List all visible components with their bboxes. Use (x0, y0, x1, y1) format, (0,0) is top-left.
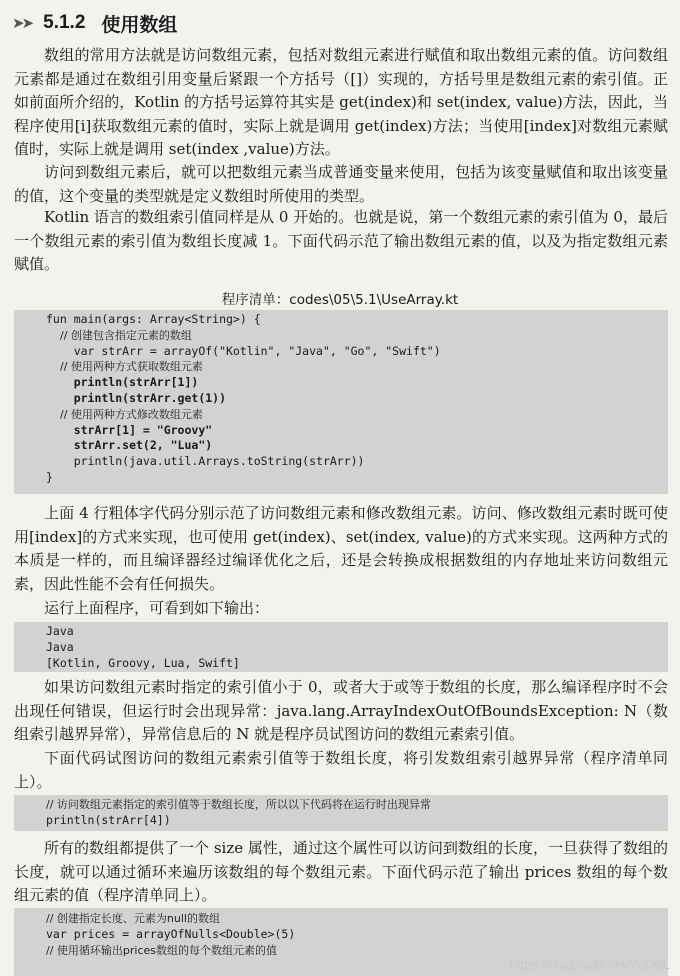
section-title: 使用数组 (101, 13, 178, 36)
code-line: println(java.util.Arrays.toString(strArr)) (46, 454, 365, 469)
paragraph: 下面代码试图访问的数组元素索引值等于数组长度，将引发数组索引越界异常（程序清单同上）。 (14, 749, 668, 791)
code-line-bold: strArr.set(2, "Lua") (46, 438, 213, 453)
section-number: 5.1.2 (43, 12, 86, 33)
paragraph: 如果访问数组元素时指定的索引值小于 0，或者大于或等于数组的长度，那么编译程序时不会出现任何错误，但运行时会出现异常：java.lang.ArrayIndexOutOfBoundsException: N（数组索引越界异常），异常信息后的 N 就是程序员试图访问的数组元素索引值。 (14, 678, 668, 744)
code-line: fun main(args: Array<String>) { (46, 312, 261, 326)
code-line: println(strArr[4]) (46, 812, 171, 827)
listing-caption: 程序清单：codes\05\5.1\UseArray.kt (221, 292, 459, 308)
watermark-url: https://blog.csdn.net/YuDBL (509, 957, 670, 972)
code-line-bold: strArr[1] = "Groovy" (46, 422, 213, 437)
double-chevron-icon: ➤➤ (12, 14, 32, 32)
paragraph: 数组的常用方法就是访问数组元素，包括对数组元素进行赋值和取出数组元素的值。访问数组元素都是通过在数组引用变量后紧跟一个方括号（[]）实现的，方括号里是数组元素的索引值。正如前面所介绍的，Kotlin 的方括号运算符其实是 get(index)和 set(index, value)方法，因此，当程序使用[i]获取数组元素的值时，实际上就是调用 get(index)方法；当使用[index]对数组元素赋值时，实际上就是调用 set(index ,value)方法。 (14, 46, 668, 159)
code-block-main (14, 310, 668, 494)
code-block-out-of-bounds (14, 795, 668, 831)
output-line: Java (46, 624, 74, 638)
program-output-block (14, 622, 668, 672)
code-comment: // 创建包含指定元素的数组 (46, 328, 192, 342)
code-line-bold: println(strArr.get(1)) (46, 390, 227, 405)
code-comment: // 使用循环输出prices数组的每个数组元素的值 (46, 943, 278, 957)
code-comment: // 使用两种方式获取数组元素 (46, 360, 203, 374)
code-line: } (46, 469, 53, 484)
paragraph: 所有的数组都提供了一个 size 属性，通过这个属性可以访问到数组的长度，一旦获得了数组的长度，就可以通过循环来遍历该数组的每个数组元素。下面代码示范了输出 prices 数组的每个数组元素的值（程序清单同上）。 (14, 839, 668, 905)
code-line: var strArr = arrayOf("Kotlin", "Java", "Go", "Swift") (46, 343, 441, 358)
section-heading (12, 8, 177, 38)
code-comment: // 创建指定长度、元素为null的数组 (46, 912, 220, 925)
output-line: [Kotlin, Groovy, Lua, Swift] (46, 655, 240, 670)
paragraph: 访问到数组元素后，就可以把数组元素当成普通变量来使用，包括为该变量赋值和取出该变量的值，这个变量的类型就是定义数组时所使用的类型。 (14, 163, 668, 205)
paragraph: Kotlin 语言的数组索引值同样是从 0 开始的。也就是说，第一个数组元素的索引值为 0，最后一个数组元素的索引值为数组长度减 1。下面代码示范了输出数组元素的值，以及为指定数组元素赋值。 (14, 208, 668, 274)
code-line-bold: println(strArr[1]) (46, 375, 199, 390)
code-comment: // 使用两种方式修改数组元素 (46, 407, 203, 421)
code-comment: // 访问数组元素指定的索引值等于数组长度，所以以下代码将在运行时出现异常 (46, 798, 431, 811)
code-line: var prices = arrayOfNulls<Double>(5) (46, 926, 296, 941)
paragraph: 运行上面程序，可看到如下输出： (44, 599, 270, 617)
output-line: Java (46, 639, 74, 654)
paragraph: 上面 4 行粗体字代码分别示范了访问数组元素和修改数组元素。访问、修改数组元素时既可使用[index]的方式来实现，也可使用 get(index)、set(index, value)的方式来实现。这两种方式的本质是一样的，而且编译器经过编译优化之后，还是会转换成根据数组的内存地址来访问数组元素，因此性能不会有任何损失。 (14, 504, 668, 593)
